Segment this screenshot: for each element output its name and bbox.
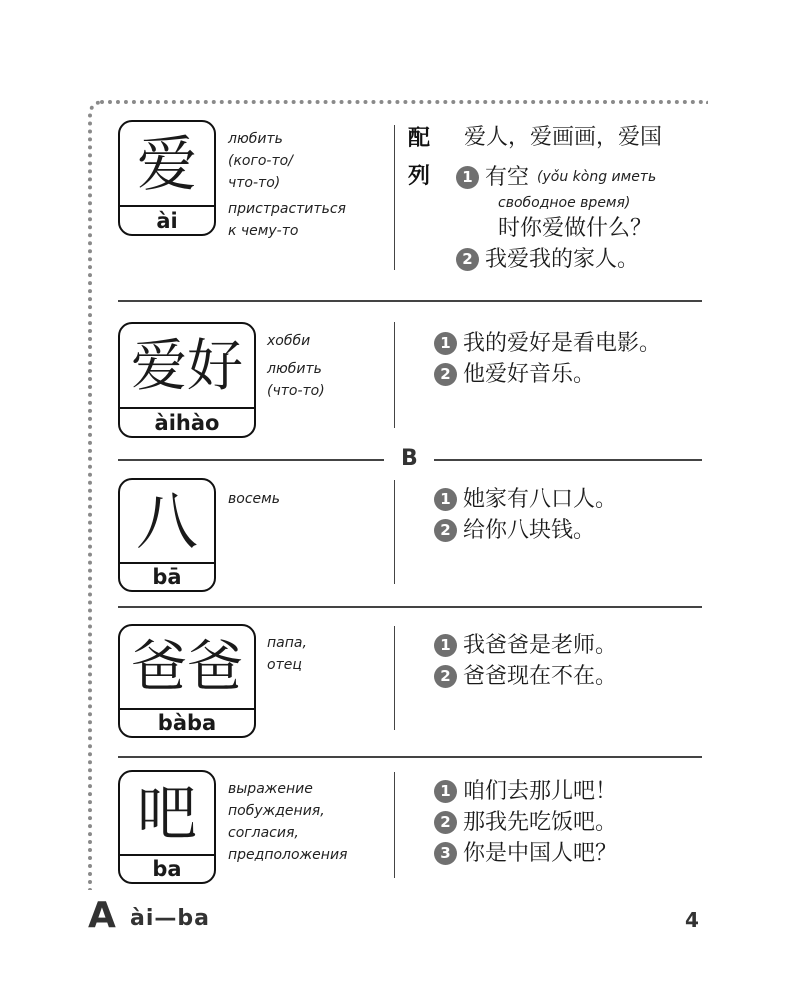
section-divider-right — [434, 459, 702, 461]
number-badge: 1 — [434, 488, 457, 511]
entry-divider — [118, 756, 702, 758]
entry-divider — [118, 606, 702, 608]
examples — [456, 162, 656, 275]
hanzi: 爱好 — [131, 333, 243, 399]
word-card-ba — [118, 478, 216, 592]
meaning-text: выражение побуждения, согласия, предположения — [228, 781, 348, 863]
hanzi: 八 — [135, 484, 198, 558]
example-row: 2 那我先吃饭吧。 — [434, 807, 617, 838]
example-row: 1 咱们去那儿吧！ — [434, 776, 617, 807]
hanzi: 爸爸 — [131, 634, 243, 700]
hanzi: 爱 — [137, 129, 197, 200]
example-row: 2 我爱我的家人。 — [456, 244, 656, 275]
hanzi: 吧 — [137, 778, 197, 849]
examples — [434, 328, 661, 390]
column-divider — [394, 626, 395, 730]
meaning-text: любить (кого-то/ что-то) пристраститься к чему-то — [228, 131, 346, 239]
collocation-label: 配 列 — [408, 126, 431, 189]
example-row: 1 她家有八口人。 — [434, 484, 617, 515]
column-divider — [394, 322, 395, 428]
pinyin: àihào — [120, 407, 254, 436]
examples — [434, 630, 617, 692]
collocations: 爱人，爱画画，爱国 — [464, 125, 663, 150]
section-divider-left — [118, 459, 384, 461]
reading-note: (yǒu kòng иметь — [537, 169, 657, 185]
meaning-text: хобби любить (что-то) — [267, 333, 325, 399]
word-card-ba-particle — [118, 770, 216, 884]
column-divider — [394, 772, 395, 878]
entry-divider — [118, 300, 702, 302]
example-row: 2 爸爸现在不在。 — [434, 661, 617, 692]
page-number: 4 — [685, 908, 699, 932]
pinyin: ài — [120, 205, 214, 234]
pinyin: bā — [120, 562, 214, 590]
pinyin: ba — [120, 854, 214, 882]
example-row: 2 他爱好音乐。 — [434, 359, 661, 390]
example-row: 1 有空 (yǒu kòng иметь — [456, 162, 656, 193]
number-badge: 1 — [456, 166, 479, 189]
number-badge: 2 — [434, 665, 457, 688]
number-badge: 1 — [434, 780, 457, 803]
example-row: 3 你是中国人吧？ — [434, 838, 617, 869]
footer-section-letter: A — [88, 895, 116, 936]
footer-range: ài—ba — [130, 906, 210, 931]
number-badge: 2 — [434, 519, 457, 542]
reading-note: свободное время) — [498, 195, 631, 211]
column-divider — [394, 125, 395, 270]
example-row: 1 我爸爸是老师。 — [434, 630, 617, 661]
example-row: 1 我的爱好是看电影。 — [434, 328, 661, 359]
number-badge: 1 — [434, 332, 457, 355]
examples — [434, 776, 617, 869]
word-card-aihao — [118, 322, 256, 438]
word-card-ai — [118, 120, 216, 236]
example-continuation: 时你爱做什么？ — [498, 216, 653, 241]
column-divider — [394, 480, 395, 584]
number-badge: 2 — [434, 363, 457, 386]
examples — [434, 484, 617, 546]
number-badge: 3 — [434, 842, 457, 865]
example-row: 2 给你八块钱。 — [434, 515, 617, 546]
meaning-text: папа, отец — [267, 635, 307, 673]
number-badge: 1 — [434, 634, 457, 657]
word-card-baba — [118, 624, 256, 738]
number-badge: 2 — [456, 248, 479, 271]
section-letter: B — [401, 446, 418, 471]
pinyin: bàba — [120, 708, 254, 736]
number-badge: 2 — [434, 811, 457, 834]
meaning-text: восемь — [228, 491, 280, 507]
